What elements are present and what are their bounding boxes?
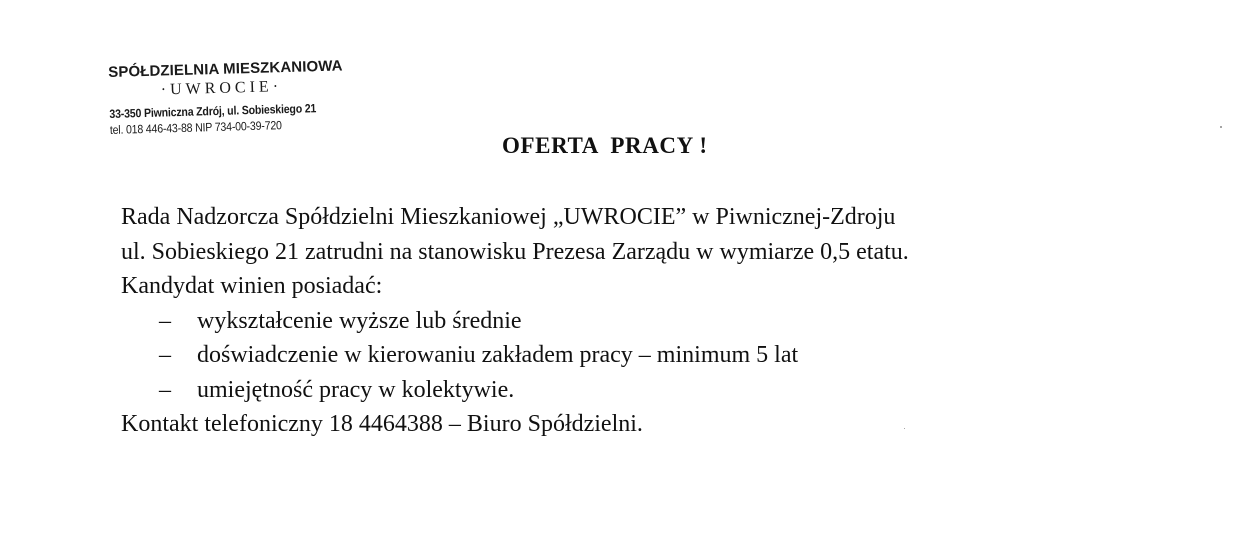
contact-line: Kontakt telefoniczny 18 4464388 – Biuro Spółdzielni.: [121, 411, 643, 437]
stamp-address: 33-350 Piwniczna Zdrój, ul. Sobieskiego 21: [109, 101, 317, 121]
stamp-cooperative-name: ·UWROCIE·: [160, 78, 283, 99]
requirement-text: wykształcenie wyższe lub średnie: [197, 307, 522, 334]
scan-speck: [1220, 126, 1222, 128]
scan-speck: [904, 428, 905, 429]
requirement-text: doświadczenie w kierowaniu zakładem pracy – minimum 5 lat: [197, 342, 799, 368]
dash-bullet: –: [159, 342, 171, 368]
dash-bullet: –: [159, 307, 171, 334]
list-item: [121, 373, 1181, 408]
dash-bullet: –: [159, 376, 171, 403]
requirements-list: [121, 304, 1181, 408]
body-line: Rada Nadzorcza Spółdzielni Mieszkaniowej „UWROCIE” w Piwnicznej-Zdroju: [121, 204, 896, 230]
job-offer-body: [121, 200, 1181, 442]
requirement-text: umiejętność pracy w kolektywie.: [197, 376, 515, 403]
list-item: [121, 304, 1181, 339]
stamp-organization-name: SPÓŁDZIELNIA MIESZKANIOWA: [108, 57, 343, 81]
body-line: ul. Sobieskiego 21 zatrudni na stanowisku Prezesa Zarządu w wymiarze 0,5 etatu.: [121, 238, 909, 265]
list-item: [121, 338, 1181, 373]
body-line: Kandydat winien posiadać:: [121, 273, 383, 299]
organization-stamp: [108, 56, 380, 137]
document-title: OFERTA PRACY !: [502, 133, 708, 158]
stamp-phone-nip: tel. 018 446-43-88 NIP 734-00-39-720: [109, 118, 282, 137]
